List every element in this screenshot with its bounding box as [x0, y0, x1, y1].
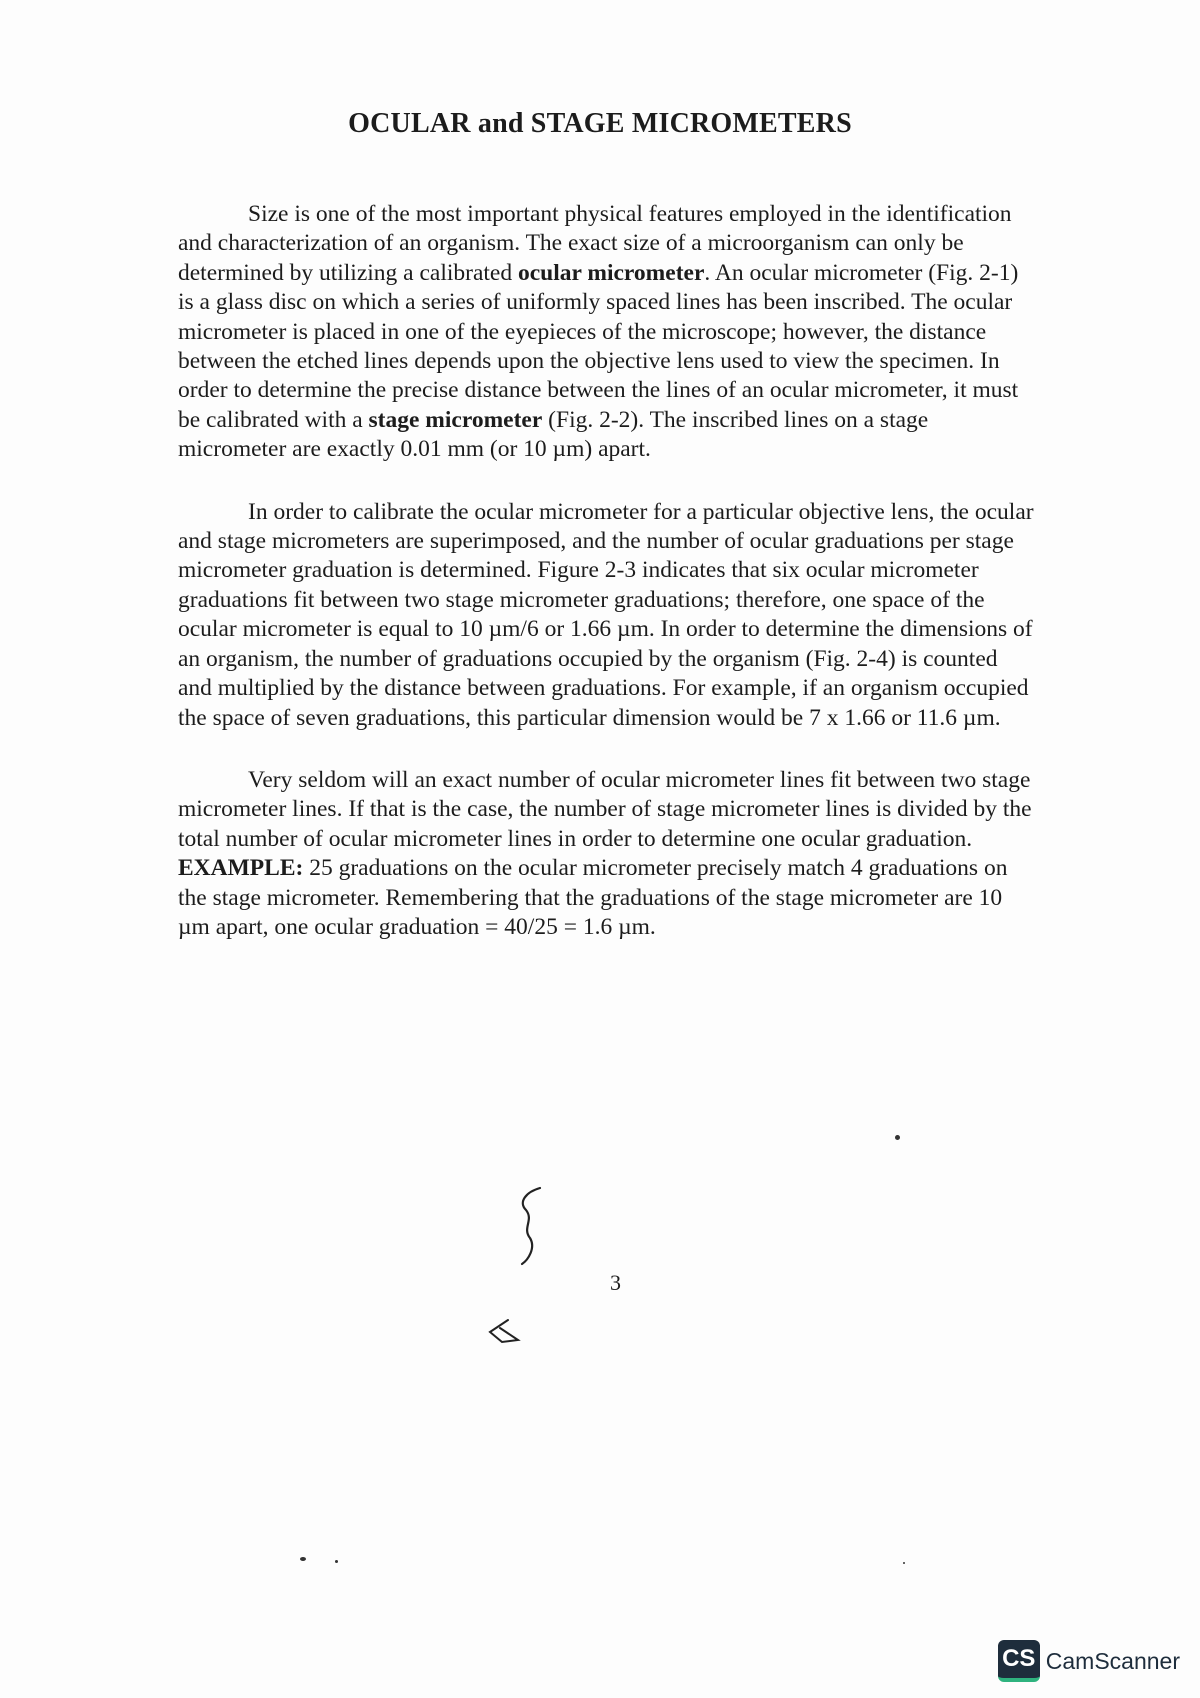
camscanner-label: CamScanner [1045, 1647, 1180, 1674]
bold-term: stage micrometer [368, 406, 543, 433]
camscanner-logo-icon: CS [998, 1640, 1040, 1682]
paragraph-2 [178, 498, 1036, 733]
handwritten-mark [478, 1180, 568, 1350]
document-body [178, 200, 1036, 975]
page-number: 3 [610, 1270, 621, 1295]
scan-speck [300, 1557, 306, 1561]
text-run: In order to calibrate the ocular micrometer for a particular objective lens, the ocular and stage micrometers are superimposed, and the number of ocular graduations per stage micrometer graduation is determined. Figure 2-3 indicates that six ocular micrometer graduations fit between two stage micrometer graduations; therefore, one space of the ocular micrometer is equal to 10 µm/6 or 1.66 µm. In order to determine the dimensions of an organism, the number of graduations occupied by the organism (Fig. 2-4) is counted and multiplied by the distance between graduations. For example, if an organism occupied the space of seven graduations, this particular dimension would be 7 x 1.66 or 11.6 µm. [178, 498, 1034, 731]
text-run: (Fig. 2-2). The inscribed lines on a stage micrometer are exactly 0.01 mm (or 10 µm) apart. [178, 406, 929, 463]
scan-speck [903, 1562, 905, 1564]
paragraph-3 [178, 766, 1036, 942]
paragraph-1 [178, 200, 1036, 465]
text-run: Size is one of the most important physical features employed in the identification and characterization of an organism. The exact size of a microorganism can only be determined by utilizing a calibrated [178, 201, 1012, 286]
scan-speck [335, 1560, 338, 1563]
scan-speck [895, 1135, 900, 1140]
text-run: . An ocular micrometer (Fig. 2-1) is a glass disc on which a series of uniformly spaced lines has been inscribed. The ocular micrometer is placed in one of the eyepieces of the microscope; however, the distance between the etched lines depends upon the objective lens used to view the specimen. In order to determine the precise distance between the lines of an ocular micrometer, it must be calibrated with a [178, 259, 1019, 433]
text-run: Very seldom will an exact number of ocular micrometer lines fit between two stage micrometer lines. If that is the case, the number of stage micrometer lines is divided by the total number of ocular micrometer lines in order to determine one ocular graduation. [178, 766, 1032, 852]
document-title: OCULAR and STAGE MICROMETERS [348, 108, 852, 139]
camscanner-watermark [998, 1638, 1180, 1684]
bold-term: EXAMPLE: [178, 855, 304, 882]
bold-term: ocular micrometer [517, 259, 705, 286]
text-run: 25 graduations on the ocular micrometer precisely match 4 graduations on the stage micrometer. Remembering that the graduations of the stage micrometer are 10 µm apart, one ocular graduation = 40/25 = 1.6 µm. [178, 855, 1008, 940]
